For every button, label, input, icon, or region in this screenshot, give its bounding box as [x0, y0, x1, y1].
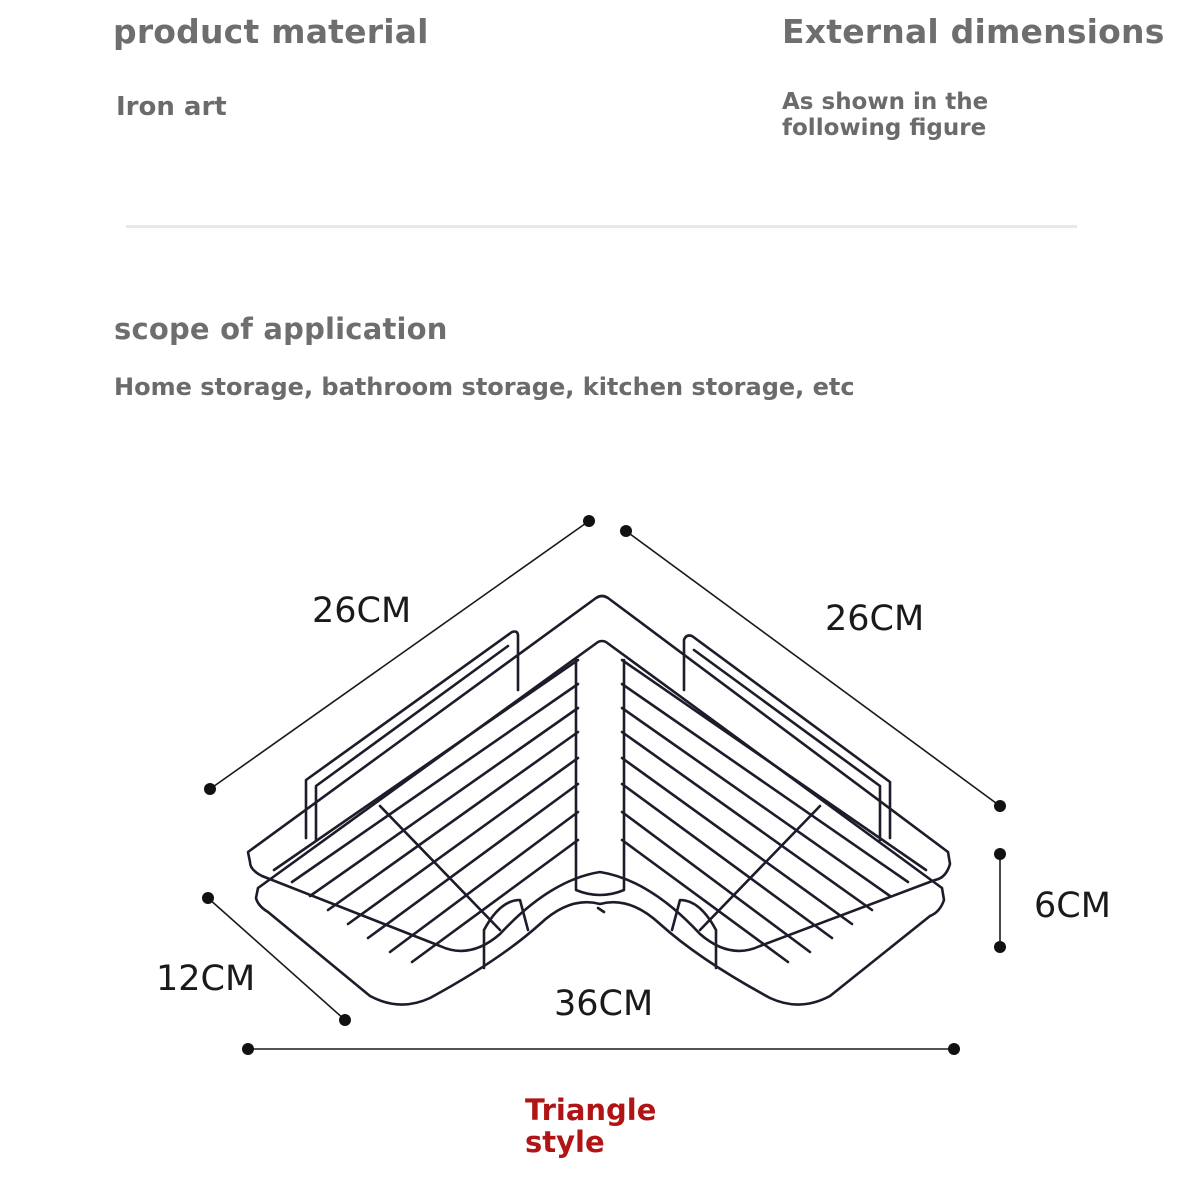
- center-spine: [576, 660, 624, 895]
- bottom-rim: [256, 641, 944, 1005]
- width-label: 36CM: [554, 984, 654, 1024]
- right-side-label: 26CM: [825, 599, 925, 639]
- dimensions-heading: External dimensions: [782, 12, 1165, 51]
- style-name-label: Triangle style: [525, 1093, 657, 1159]
- left-side-label: 26CM: [312, 591, 412, 631]
- dimensions-value: As shown in the following figure: [782, 89, 989, 141]
- dimension-dot: [620, 525, 632, 537]
- front-hook-left: [484, 900, 528, 968]
- left-back-wall-inner: [316, 646, 508, 840]
- dimension-dot: [994, 941, 1006, 953]
- floor-wire: [622, 708, 890, 896]
- front-clip: [598, 908, 604, 912]
- shelf-wire-frame: [248, 596, 950, 1005]
- dimension-dot: [583, 515, 595, 527]
- dimension-dot: [994, 800, 1006, 812]
- dimension-dot: [339, 1014, 351, 1026]
- material-value: Iron art: [116, 92, 227, 122]
- floor-wire: [310, 708, 578, 896]
- dimension-dot: [994, 848, 1006, 860]
- left-side-dimension-line: [210, 521, 589, 789]
- dimension-dot: [204, 783, 216, 795]
- application-value: Home storage, bathroom storage, kitchen storage, etc: [114, 373, 855, 401]
- dimension-dot: [242, 1043, 254, 1055]
- dimension-dot: [948, 1043, 960, 1055]
- height-label: 6CM: [1034, 886, 1111, 926]
- cross-wire: [380, 806, 500, 930]
- material-heading: product material: [113, 12, 429, 51]
- top-rim: [248, 596, 950, 951]
- application-heading: scope of application: [114, 312, 448, 346]
- dimension-dot: [202, 892, 214, 904]
- right-side-dimension-line: [626, 531, 1000, 806]
- cross-wire: [700, 806, 820, 930]
- depth-label: 12CM: [156, 959, 256, 999]
- right-back-wall-inner: [694, 650, 880, 840]
- front-hook-right: [672, 900, 716, 968]
- floor-wire: [292, 684, 578, 882]
